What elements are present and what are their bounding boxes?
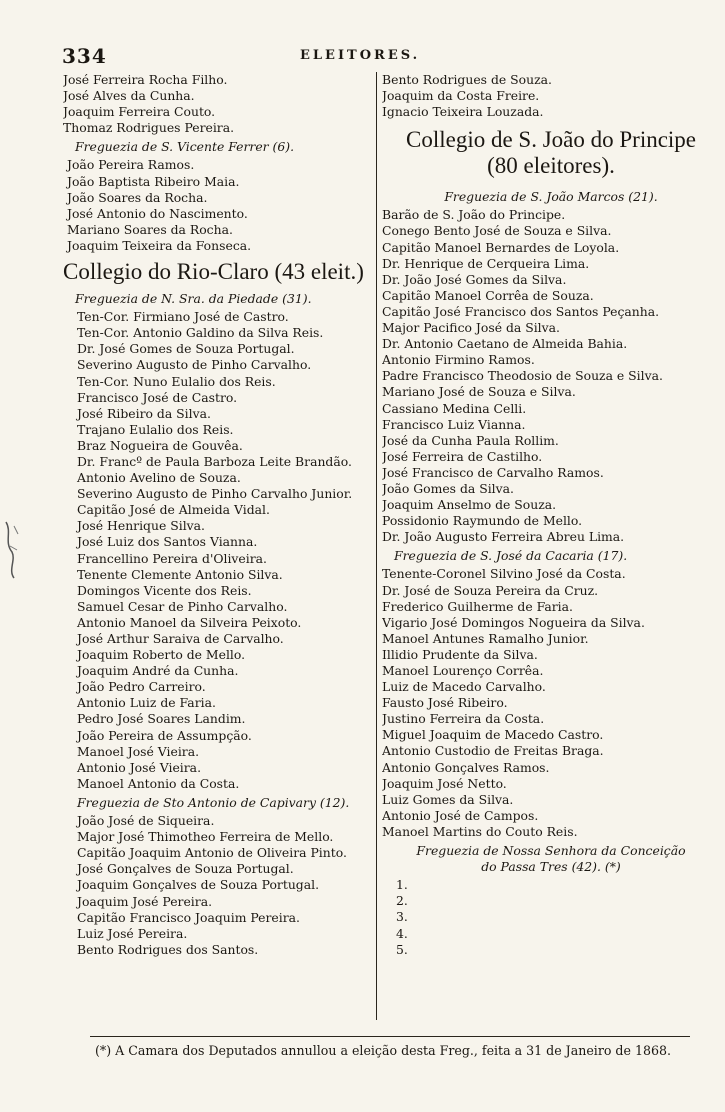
elector-entry: Antonio Custodio de Freitas Braga. [382, 743, 604, 759]
elector-number: 1. [396, 877, 408, 893]
elector-entry: Antonio Firmino Ramos. [382, 352, 535, 368]
parish-heading: Freguezia de Sto Antonio de Capivary (12). [77, 794, 350, 810]
parish-entries [382, 566, 720, 840]
elector-entry: Padre Francisco Theodosio de Souza e Silva. [382, 368, 663, 384]
elector-entry: João Pedro Carreiro. [77, 679, 206, 695]
elector-entry: Pedro José Soares Landim. [77, 711, 246, 727]
elector-entry: João Pereira Ramos. [67, 157, 195, 173]
parish-heading: Freguezia de S. João Marcos (21). [444, 189, 658, 205]
elector-entry: Antonio José Vieira. [77, 759, 202, 775]
elector-entry: José da Cunha Paula Rollim. [382, 432, 559, 448]
elector-entry: José Ferreira Rocha Filho. [63, 72, 228, 87]
elector-entry: João Baptista Ribeiro Maia. [67, 173, 240, 189]
elector-entry: Dr. João Augusto Ferreira Abreu Lima. [382, 529, 625, 545]
elector-entry: Joaquim da Costa Freire. [382, 88, 540, 104]
elector-entry: José Luiz dos Santos Vianna. [77, 534, 258, 550]
elector-entry: João Soares da Rocha. [67, 189, 208, 205]
elector-entry: Joaquim André da Cunha. [77, 663, 239, 679]
elector-entry: Possidonio Raymundo de Mello. [382, 513, 583, 529]
elector-entry: Mariano Soares da Rocha. [67, 221, 233, 237]
footnote: (*) A Camara dos Deputados annullou a eleição desta Freg., feita a 31 de Janeiro de 1868. [95, 1043, 672, 1058]
elector-entry: Dr. José Gomes de Souza Portugal. [77, 341, 295, 357]
elector-entry: Capitão José de Almeida Vidal. [77, 502, 270, 518]
elector-entry: Miguel Joaquim de Macedo Castro. [382, 727, 604, 743]
elector-entry: Manoel José Vieira. [77, 743, 200, 759]
elector-entry: José Francisco de Carvalho Ramos. [382, 464, 604, 480]
left-continued-list [63, 72, 375, 136]
elector-number: 5. [396, 941, 408, 957]
elector-entry: Tenente-Coronel Silvino José da Costa. [382, 566, 626, 582]
elector-entry: Manoel Antunes Ramalho Junior. [382, 630, 589, 646]
elector-entry: Fausto José Ribeiro. [382, 695, 508, 711]
footnote-rule [90, 1036, 690, 1037]
right-column [382, 72, 720, 958]
parish-heading: Freguezia de S. José da Cacaria (17). [394, 548, 628, 564]
parish-entries [63, 813, 375, 958]
elector-entry: Manoel Antonio da Costa. [77, 775, 240, 791]
elector-number: 2. [396, 893, 408, 909]
elector-entry: Francisco Luiz Vianna. [382, 416, 526, 432]
elector-entry: Dr. Henrique de Cerqueira Lima. [382, 255, 590, 271]
elector-entry: Joaquim José Pereira. [77, 893, 213, 909]
parish-entries [382, 207, 720, 545]
elector-entry: Major Pacifico José da Silva. [382, 320, 560, 336]
elector-entry: Luiz José Pereira. [77, 925, 188, 941]
college-subheading: (80 eleitores). [487, 153, 615, 179]
elector-entry: Antonio Luiz de Faria. [77, 695, 216, 711]
elector-entry: Antonio José de Campos. [382, 807, 539, 823]
elector-entry: Antonio Manoel da Silveira Peixoto. [77, 614, 302, 630]
elector-entry: Ten-Cor. Nuno Eulalio dos Reis. [77, 373, 276, 389]
elector-entry: João Pereira de Assumpção. [77, 727, 252, 743]
elector-entry: Justino Ferreira da Costa. [382, 711, 545, 727]
elector-entry: Samuel Cesar de Pinho Carvalho. [77, 598, 288, 614]
elector-entry: Trajano Eulalio dos Reis. [77, 421, 234, 437]
elector-entry: Joaquim Teixeira da Fonseca. [67, 237, 252, 253]
elector-entry: João José de Siqueira. [77, 813, 215, 829]
elector-entry: Francellino Pereira d'Oliveira. [77, 550, 267, 566]
elector-entry: Joaquim Roberto de Mello. [77, 647, 246, 663]
elector-entry: José Ferreira de Castilho. [382, 448, 543, 464]
elector-entry: Thomaz Rodrigues Pereira. [63, 120, 235, 136]
elector-entry: Joaquim Gonçalves de Souza Portugal. [77, 877, 320, 893]
elector-entry: Capitão Manoel Corrêa de Souza. [382, 287, 594, 303]
elector-entry: Dr. Antonio Caetano de Almeida Bahia. [382, 336, 628, 352]
elector-entry: Luiz Gomes da Silva. [382, 791, 514, 807]
elector-entry: Bento Rodrigues de Souza. [382, 72, 552, 87]
elector-entry: Antonio Avelino de Souza. [77, 470, 241, 486]
elector-entry: José Alves da Cunha. [63, 88, 195, 104]
elector-entry: João Gomes da Silva. [382, 480, 514, 496]
elector-entry: Major José Thimotheo Ferreira de Mello. [77, 829, 334, 845]
elector-entry: Capitão Francisco Joaquim Pereira. [77, 909, 300, 925]
elector-entry: Dr. José de Souza Pereira da Cruz. [382, 582, 599, 598]
elector-entry: Domingos Vicente dos Reis. [77, 582, 252, 598]
elector-entry: Braz Nogueira de Gouvêa. [77, 437, 243, 453]
elector-entry: Illidio Prudente da Silva. [382, 646, 538, 662]
elector-entry: Dr. João José Gomes da Silva. [382, 271, 567, 287]
elector-entry: Vigario José Domingos Nogueira da Silva. [382, 614, 645, 630]
elector-number: 4. [396, 925, 408, 941]
elector-number: 3. [396, 909, 408, 925]
elector-entry: Tenente Clemente Antonio Silva. [77, 566, 283, 582]
elector-entry: Capitão Manoel Bernardes de Loyola. [382, 239, 620, 255]
elector-entry: Joaquim Anselmo de Souza. [382, 497, 557, 513]
page-number: 334 [62, 44, 107, 68]
elector-entry: José Arthur Saraiva de Carvalho. [77, 631, 284, 646]
elector-entry: Ten-Cor. Firmiano José de Castro. [77, 309, 289, 325]
elector-entry: Cassiano Medina Celli. [382, 400, 527, 416]
parish-entries [63, 309, 375, 792]
elector-entry: Antonio Gonçalves Ramos. [382, 759, 550, 775]
parish-heading: Freguezia de Nossa Senhora da Conceição [416, 843, 686, 859]
elector-entry: Capitão José Francisco dos Santos Peçanha. [382, 303, 660, 319]
margin-ink-mark [0, 520, 22, 580]
elector-entry: Francisco José de Castro. [77, 389, 238, 405]
elector-entry: Barão de S. João do Principe. [382, 207, 566, 223]
elector-entry: Joaquim Ferreira Couto. [63, 104, 216, 120]
right-continued-list [382, 72, 720, 120]
elector-entry: José Henrique Silva. [77, 518, 205, 534]
parish-heading: Freguezia de N. Sra. da Piedade (31). [75, 291, 312, 307]
elector-entry: Luiz de Macedo Carvalho. [382, 679, 546, 695]
column-divider [376, 72, 377, 1020]
college-heading: Collegio de S. João do Principe [405, 127, 697, 153]
elector-entry: José Ribeiro da Silva. [77, 405, 211, 421]
elector-entry: Severino Augusto de Pinho Carvalho Junior. [77, 486, 353, 502]
elector-entry: Mariano José de Souza e Silva. [382, 384, 576, 400]
parish-entries [63, 157, 375, 254]
elector-entry: Ten-Cor. Antonio Galdino da Silva Reis. [77, 325, 324, 341]
elector-entry: Manoel Martins do Couto Reis. [382, 823, 578, 839]
running-title: ELEITORES. [300, 48, 421, 63]
elector-number-list [382, 877, 720, 957]
elector-entry: Conego Bento José de Souza e Silva. [382, 223, 612, 239]
elector-entry: Manoel Lourenço Corrêa. [382, 663, 544, 678]
parish-heading-cont: do Passa Tres (42). (*) [481, 859, 621, 875]
elector-entry: Frederico Guilherme de Faria. [382, 598, 573, 614]
elector-entry: Joaquim José Netto. [382, 775, 507, 791]
elector-entry: José Gonçalves de Souza Portugal. [77, 861, 294, 877]
elector-entry: Dr. Francº de Paula Barboza Leite Brandão. [77, 453, 352, 469]
elector-entry: Bento Rodrigues dos Santos. [77, 941, 259, 957]
elector-entry: Capitão Joaquim Antonio de Oliveira Pinto. [77, 845, 347, 861]
elector-entry: José Antonio do Nascimento. [67, 205, 248, 221]
left-column [63, 72, 375, 958]
college-heading: Collegio do Rio-Claro (43 eleit.) [63, 259, 364, 285]
elector-entry: Severino Augusto de Pinho Carvalho. [77, 357, 312, 373]
parish-heading: Freguezia de S. Vicente Ferrer (6). [75, 139, 295, 155]
elector-entry: Ignacio Teixeira Louzada. [382, 104, 544, 120]
